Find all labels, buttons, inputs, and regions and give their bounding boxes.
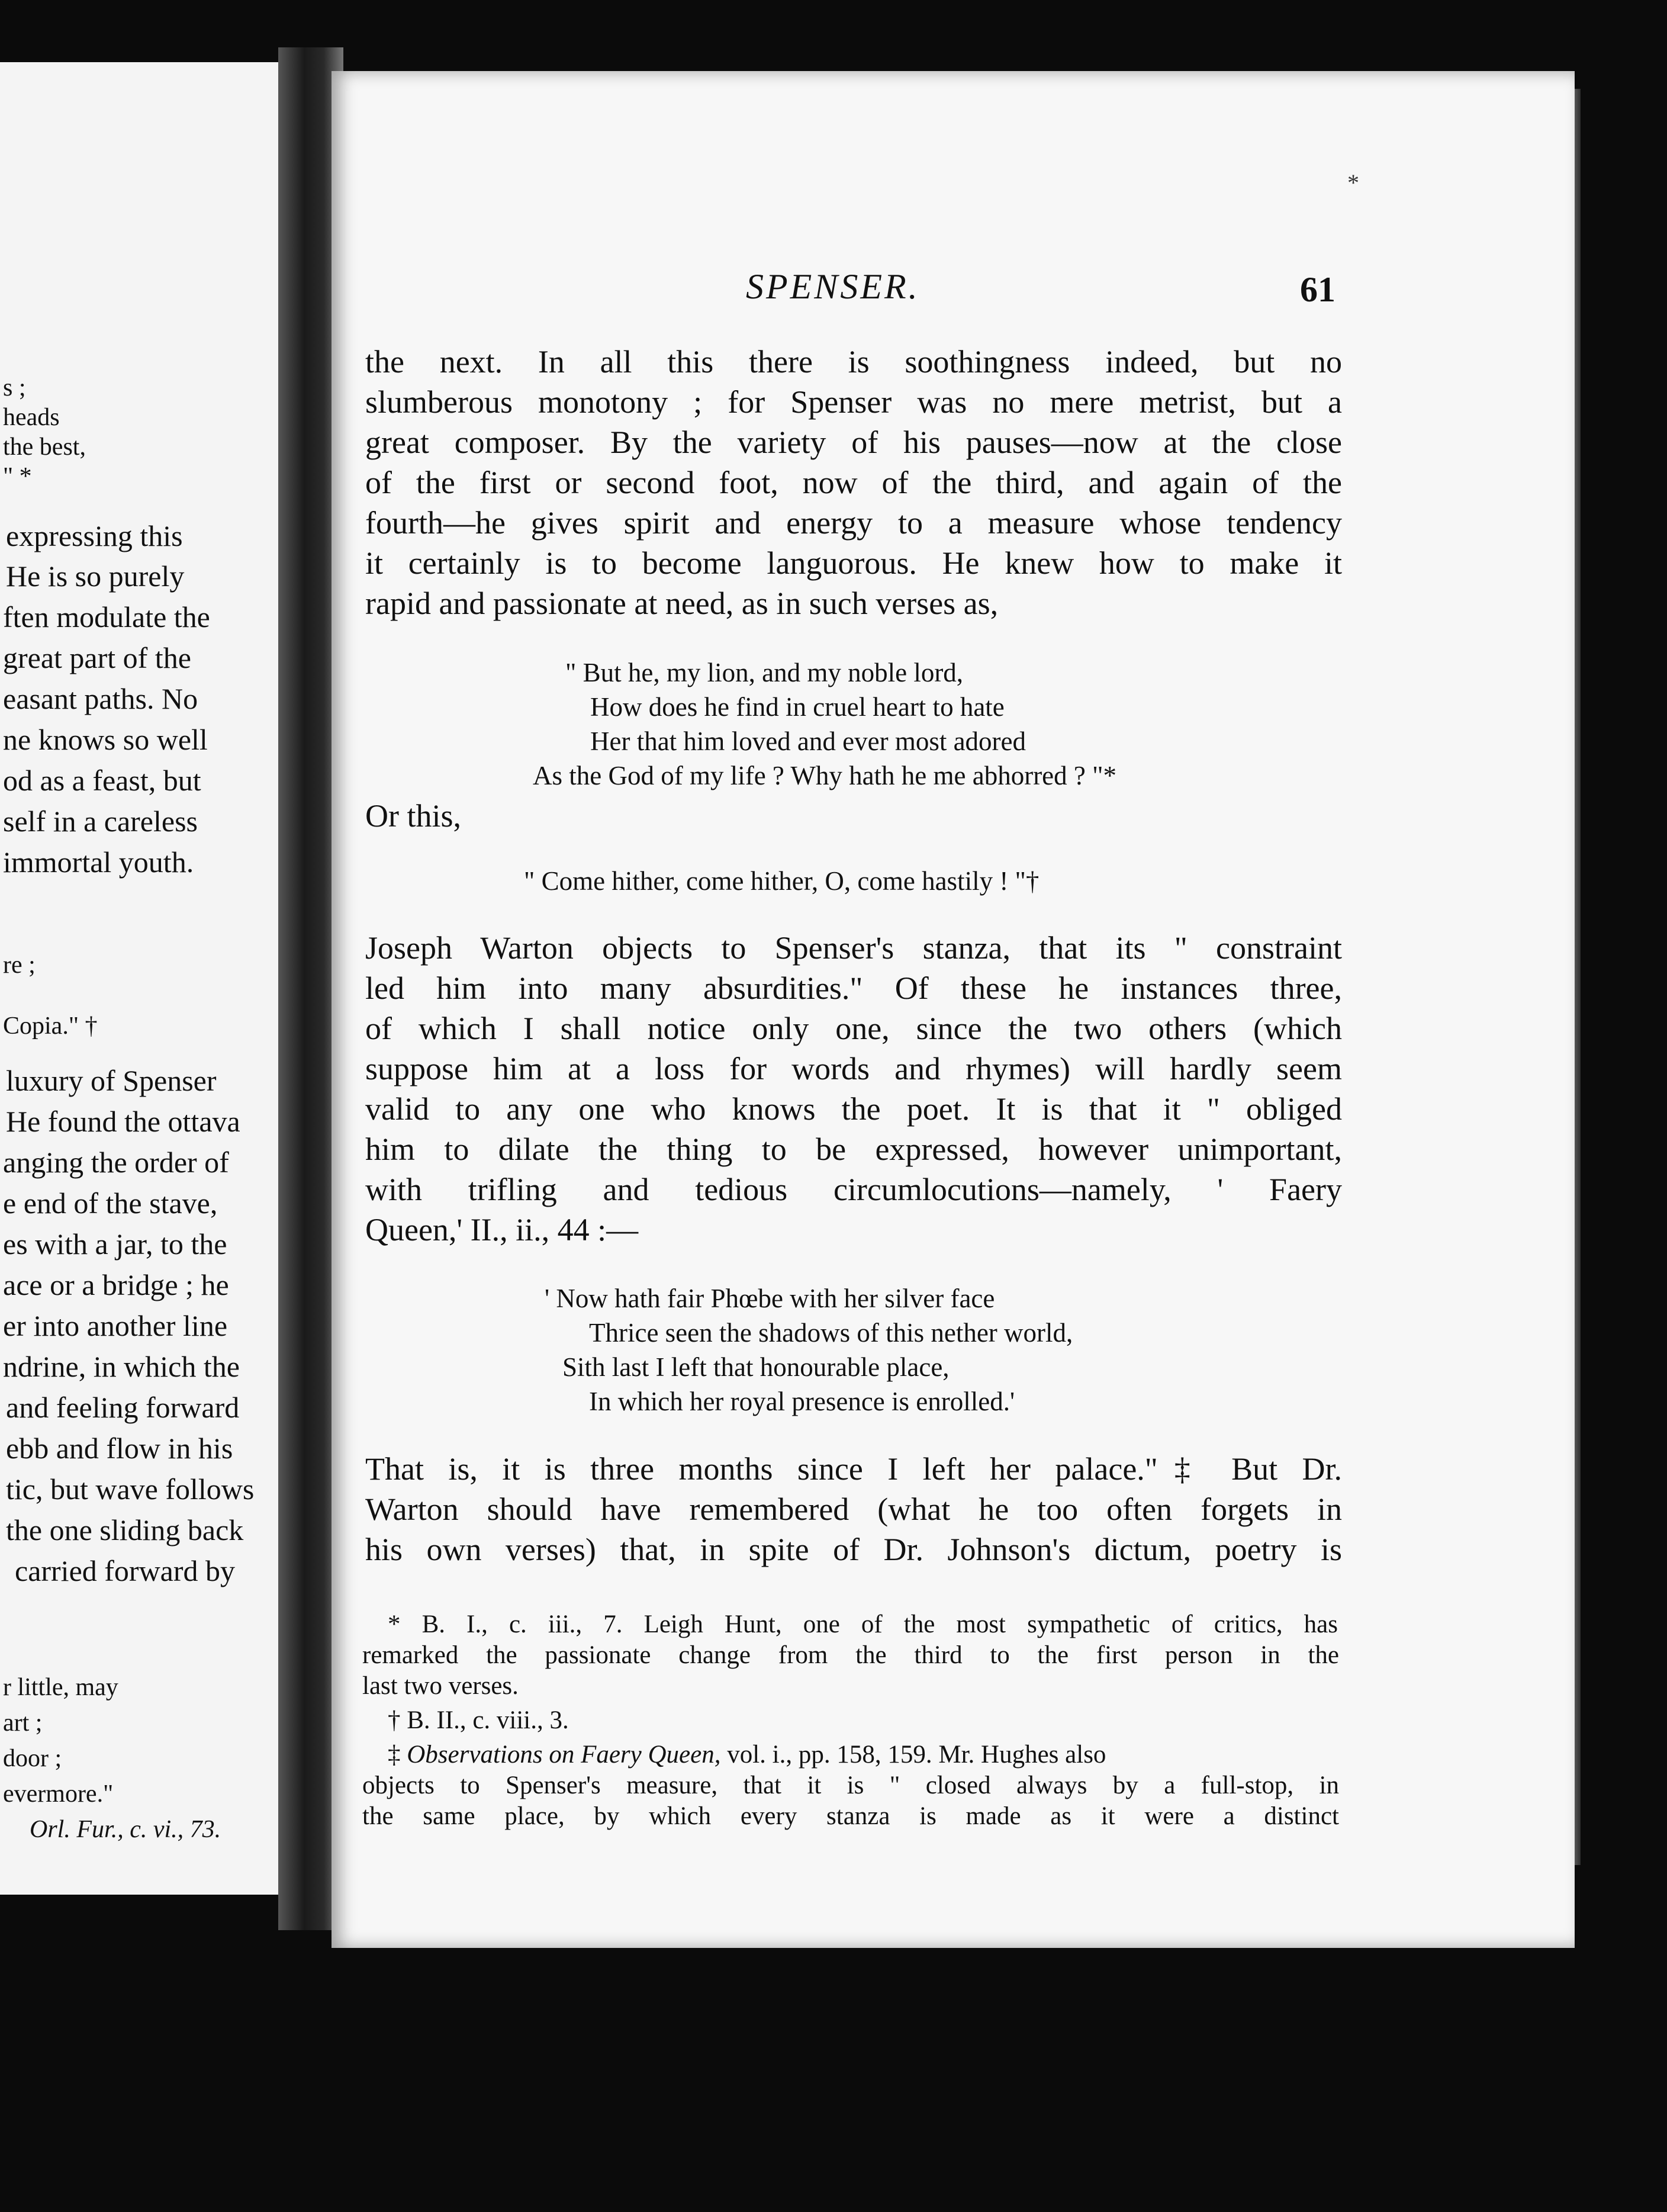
- left-page-line: self in a careless: [3, 805, 198, 838]
- left-page-line: He found the ottava: [6, 1105, 240, 1138]
- left-page-line: ndrine, in which the: [3, 1350, 240, 1383]
- left-page-line: carried forward by: [15, 1554, 236, 1587]
- left-page-line: evermore.": [3, 1780, 114, 1808]
- left-page-line: anging the order of: [3, 1146, 229, 1179]
- body-line: of the first or second foot, now of the third, and again of the: [365, 465, 1342, 500]
- body-line: it certainly is to become languorous. He knew how to make it: [365, 545, 1342, 581]
- footnote-title: Observations on Faery Queen,: [407, 1741, 721, 1769]
- left-page-line: He is so purely: [6, 560, 185, 593]
- verse-line: " Come hither, come hither, O, come hastily ! "†: [524, 866, 1040, 896]
- body-line: led him into many absurdities." Of these he instances three,: [365, 970, 1342, 1006]
- verse-line: ' Now hath fair Phœbe with her silver face: [545, 1284, 995, 1313]
- footnote-line: last two verses.: [362, 1672, 519, 1700]
- left-page-line: art ;: [3, 1709, 43, 1737]
- left-page-line: easant paths. No: [3, 682, 198, 715]
- body-line: That is, it is three months since I left her palace."‡ But Dr.: [365, 1451, 1342, 1487]
- left-page-line: s ;: [3, 374, 26, 401]
- left-page-line: er into another line: [3, 1309, 228, 1342]
- verse-line: How does he find in cruel heart to hate: [590, 692, 1005, 722]
- left-page-line: Orl. Fur., c. vi., 73.: [30, 1816, 221, 1843]
- left-page-line: r little, may: [3, 1674, 118, 1701]
- left-page-line: Copia." †: [3, 1012, 98, 1040]
- left-page-line: luxury of Spenser: [6, 1064, 217, 1097]
- footnote-line: [388, 1740, 1338, 1770]
- left-page-line: ebb and flow in his: [6, 1432, 233, 1465]
- left-page-line: es with a jar, to the: [3, 1227, 227, 1261]
- left-page-line: immortal youth.: [3, 845, 194, 879]
- body-line: fourth—he gives spirit and energy to a measure whose tendency: [365, 505, 1342, 541]
- verse-line: Sith last I left that honourable place,: [562, 1352, 950, 1382]
- body-line: great composer. By the variety of his pauses—now at the close: [365, 425, 1342, 460]
- body-line: rapid and passionate at need, as in such verses as,: [365, 586, 999, 621]
- left-page-line: ften modulate the: [3, 600, 210, 634]
- footnote-line: * B. I., c. iii., 7. Leigh Hunt, one of the most sympathetic of critics, has: [388, 1610, 1338, 1638]
- left-page-line: the best,: [3, 433, 86, 461]
- left-page-line: " *: [3, 463, 32, 490]
- body-line: him to dilate the thing to be expressed, however unimportant,: [365, 1131, 1342, 1167]
- left-page-line: expressing this: [6, 519, 183, 552]
- body-line: with trifling and tedious circumlocutions—namely, ' Faery: [365, 1172, 1342, 1207]
- left-page-line: heads: [3, 404, 60, 431]
- footnote-mark: ‡: [388, 1741, 401, 1769]
- left-page-line: ace or a bridge ; he: [3, 1268, 229, 1301]
- running-head: SPENSER.: [746, 267, 920, 306]
- body-line: slumberous monotony ; for Spenser was no mere metrist, but a: [365, 384, 1342, 420]
- body-line: the next. In all this there is soothingness indeed, but no: [365, 344, 1342, 380]
- left-page-line: re ;: [3, 951, 36, 979]
- verse-line: Her that him loved and ever most adored: [590, 726, 1026, 756]
- left-page-line: door ;: [3, 1745, 62, 1772]
- body-line: valid to any one who knows the poet. It is that it " obliged: [365, 1091, 1342, 1127]
- left-page-line: ne knows so well: [3, 723, 208, 756]
- footnote-line: the same place, by which every stanza is made as it were a distinct: [362, 1802, 1339, 1830]
- footnote-text: vol. i., pp. 158, 159. Mr. Hughes also: [720, 1741, 1106, 1769]
- left-page-line: great part of the: [3, 641, 191, 674]
- verse-line: As the God of my life ? Why hath he me abhorred ? "*: [533, 761, 1117, 790]
- left-page-line: and feeling forward: [6, 1391, 240, 1424]
- body-line: of which I shall notice only one, since the two others (which: [365, 1011, 1342, 1046]
- page-number: 61: [1300, 270, 1335, 309]
- body-line: suppose him at a loss for words and rhymes) will hardly seem: [365, 1051, 1342, 1086]
- footnote-line: remarked the passionate change from the third to the first person in the: [362, 1641, 1339, 1669]
- body-line: Joseph Warton objects to Spenser's stanza, that its " constraint: [365, 930, 1342, 966]
- body-line: Warton should have remembered (what he too often forgets in: [365, 1491, 1342, 1527]
- verse-line: In which her royal presence is enrolled.': [589, 1387, 1015, 1416]
- left-page-line: tic, but wave follows: [6, 1472, 255, 1506]
- footnote-line: objects to Spenser's measure, that it is " closed always by a full-stop, in: [362, 1771, 1339, 1799]
- body-line: Or this,: [365, 798, 461, 834]
- left-page-line: e end of the stave,: [3, 1187, 218, 1220]
- footnote-line: † B. II., c. viii., 3.: [388, 1706, 569, 1734]
- body-line: Queen,' II., ii., 44 :—: [365, 1212, 639, 1248]
- corner-mark: *: [1347, 169, 1359, 196]
- left-page-line: the one sliding back: [6, 1513, 244, 1547]
- body-line: his own verses) that, in spite of Dr. Johnson's dictum, poetry is: [365, 1532, 1342, 1567]
- left-facing-page: [0, 62, 283, 1895]
- left-page-line: od as a feast, but: [3, 764, 201, 797]
- verse-line: " But he, my lion, and my noble lord,: [565, 658, 964, 687]
- verse-line: Thrice seen the shadows of this nether world,: [589, 1318, 1073, 1348]
